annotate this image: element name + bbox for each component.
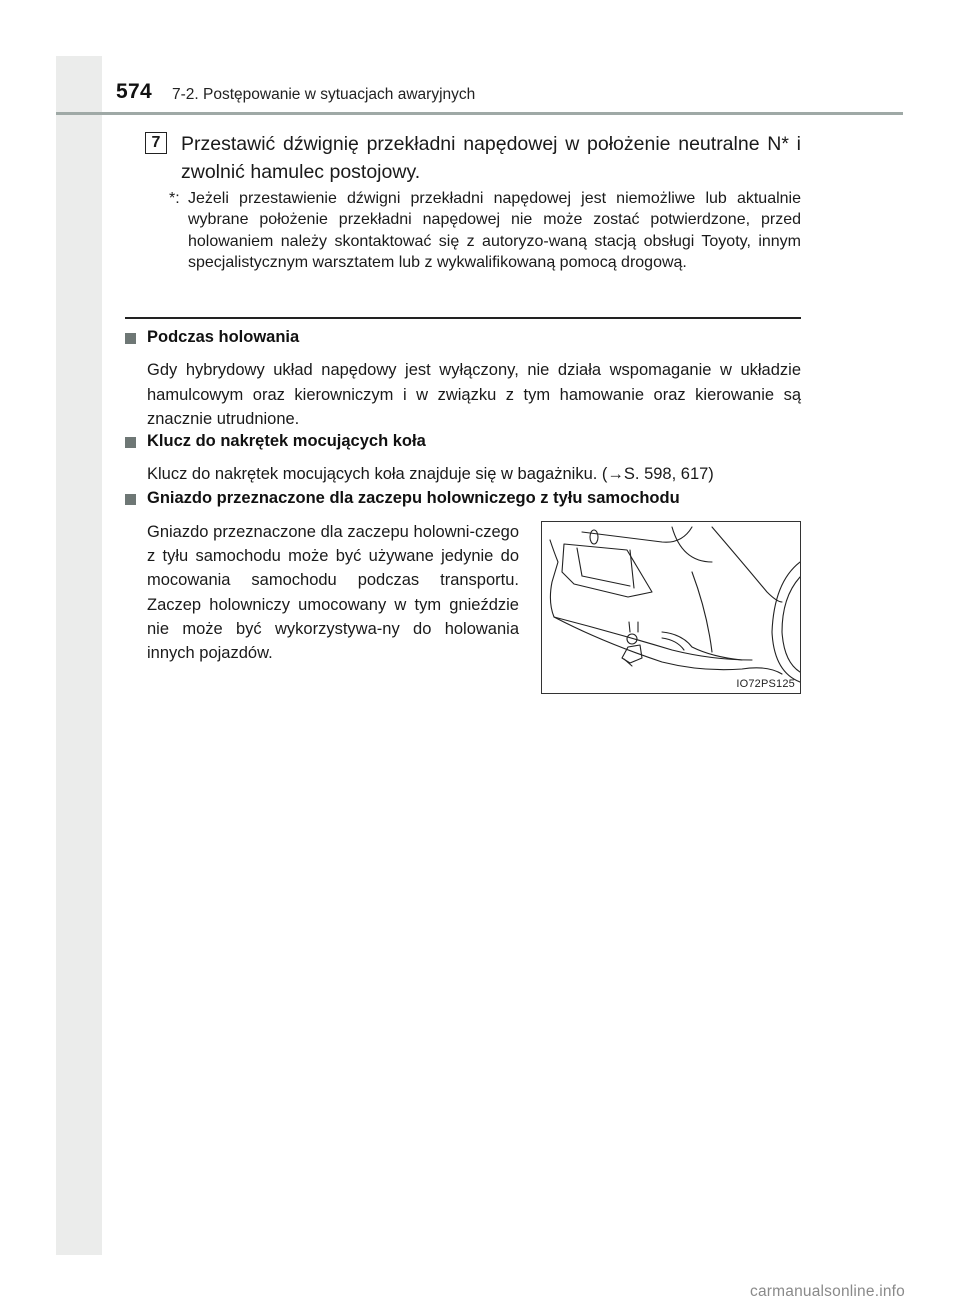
footnote-text: Jeżeli przestawienie dźwigni przekładni napędowej jest niemożliwe lub aktualnie wybrane położenie przekładni napędowej nie może zostać potwierdzone, przed holowaniem należy skontaktować się z autoryzo-waną stacją obsługi Toyoty, innym specjalistycznym warsztatem lub z wykwalifikowaną pomocą drogową. (188, 190, 801, 272)
page-header (116, 78, 903, 114)
rear-bumper-illustration (541, 521, 801, 694)
section-divider (125, 317, 801, 319)
step-number-box: 7 (145, 132, 167, 154)
figure-code: IO72PS125 (736, 678, 795, 690)
square-bullet-icon (125, 333, 136, 344)
section-body: Gdy hybrydowy układ napędowy jest wyłączony, nie działa wspomaganie w układzie hamulcowym oraz kierowniczym i w związku z tym hamowanie oraz kierowanie są znacznie utrudnione. (147, 361, 801, 428)
section-towing (125, 328, 801, 432)
section-body: Gniazdo przeznaczone dla zaczepu holowni-czego z tyłu samochodu może być używane jedynie do mocowania samochodu podczas transportu. Zaczep holowniczy umocowany w tym gnieździe nie może być wykorzystywa-ny do holowania innych pojazdów. (147, 523, 519, 663)
car-rear-towing-eye-icon (542, 522, 801, 694)
square-bullet-icon (125, 494, 136, 505)
section-wheel-nut-wrench (125, 432, 801, 487)
page-margin-tab (56, 56, 102, 1255)
section-heading: Gniazdo przeznaczone dla zaczepu holowniczego z tyłu samochodu (147, 489, 680, 507)
section-body: Klucz do nakrętek mocujących koła znajduje się w bagażniku. (→S. 598, 617) (147, 465, 714, 483)
footnote (169, 188, 801, 274)
footnote-mark: *: (169, 190, 180, 207)
page-number: 574 (116, 80, 152, 103)
chapter-title: 7-2. Postępowanie w sytuacjach awaryjnych (172, 86, 476, 103)
header-divider (56, 112, 903, 115)
step-text: Przestawić dźwignię przekładni napędowej w położenie neutralne N* i zwolnić hamulec postojowy. (181, 133, 801, 183)
watermark: carmanualsonline.info (750, 1283, 905, 1300)
towing-socket-content (147, 520, 801, 695)
section-heading: Podczas holowania (147, 328, 300, 346)
section-heading: Klucz do nakrętek mocujących koła (147, 432, 426, 450)
section-rear-towing-socket (125, 489, 801, 513)
square-bullet-icon (125, 437, 136, 448)
